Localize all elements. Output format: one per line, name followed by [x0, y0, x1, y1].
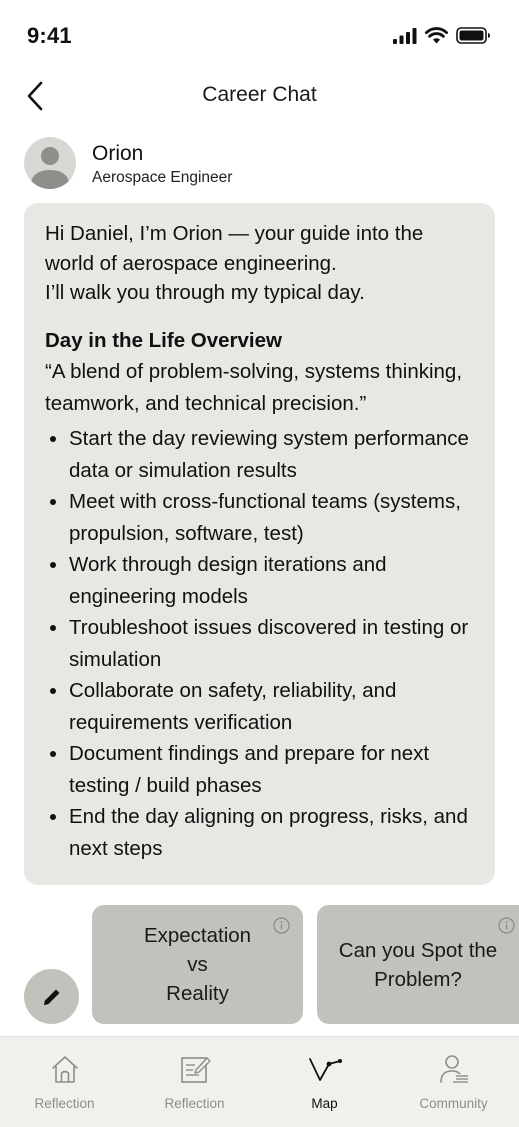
- status-bar: [0, 0, 519, 70]
- list-item: • Troubleshoot issues discovered in testing or simulation: [69, 612, 475, 675]
- tab-map[interactable]: [260, 1037, 389, 1127]
- overview-title: Day in the Life Overview: [45, 328, 282, 352]
- map-path-icon: [307, 1053, 343, 1085]
- battery-icon: [456, 27, 491, 44]
- wifi-icon: [425, 27, 448, 44]
- edit-note-icon: [179, 1053, 211, 1085]
- list-item: • Document findings and prepare for next testing / build phases: [69, 738, 475, 801]
- tab-label: Reflection: [164, 1096, 225, 1111]
- list-item: • Start the day reviewing system performance data or simulation results: [69, 423, 475, 486]
- tab-label: Map: [311, 1096, 338, 1111]
- spot-the-problem-card[interactable]: [317, 905, 519, 1024]
- list-item: • End the day aligning on progress, risks, and next steps: [69, 801, 475, 864]
- tab-community[interactable]: [389, 1037, 518, 1127]
- avatar: [24, 137, 76, 189]
- list-item: • Meet with cross-functional teams (systems, propulsion, software, test): [69, 486, 475, 549]
- tab-bar: [0, 1036, 519, 1127]
- person-icon: [438, 1053, 470, 1085]
- info-icon[interactable]: [498, 917, 515, 934]
- overview-quote: “A blend of problem-solving, systems thinking, teamwork, and technical precision.”: [45, 360, 463, 415]
- status-icons: [393, 27, 491, 44]
- list-item: • Work through design iterations and engineering models: [69, 549, 475, 612]
- profile-name: Orion: [92, 142, 144, 165]
- compose-button[interactable]: [24, 969, 79, 1024]
- signal-icon: [393, 28, 417, 44]
- card-label: Can you Spot the Problem?: [338, 938, 498, 991]
- greeting-text: Hi Daniel, I’m Orion — your guide into the world of aerospace engineering. I’ll walk you through my typical day.: [45, 222, 424, 304]
- home-icon: [49, 1053, 81, 1085]
- page-title: Career Chat: [202, 83, 317, 106]
- info-icon[interactable]: [273, 917, 290, 934]
- person-placeholder-icon: [24, 137, 76, 189]
- tab-reflection-home[interactable]: [0, 1037, 129, 1127]
- tab-label: Community: [419, 1096, 488, 1111]
- pencil-icon: [40, 985, 64, 1009]
- tab-reflection-edit[interactable]: [130, 1037, 259, 1127]
- profile-role: Aerospace Engineer: [92, 169, 233, 186]
- status-time: 9:41: [27, 23, 72, 48]
- expectation-vs-reality-card[interactable]: [92, 905, 303, 1024]
- chat-profile: [24, 137, 494, 191]
- message-bubble: [24, 203, 495, 885]
- list-item: • Collaborate on safety, reliability, and requirements verification: [69, 675, 475, 738]
- nav-header: [0, 70, 519, 122]
- activity-list: [45, 423, 475, 864]
- card-label: Expectation vs Reality: [143, 924, 252, 1005]
- tab-label: Reflection: [34, 1096, 95, 1111]
